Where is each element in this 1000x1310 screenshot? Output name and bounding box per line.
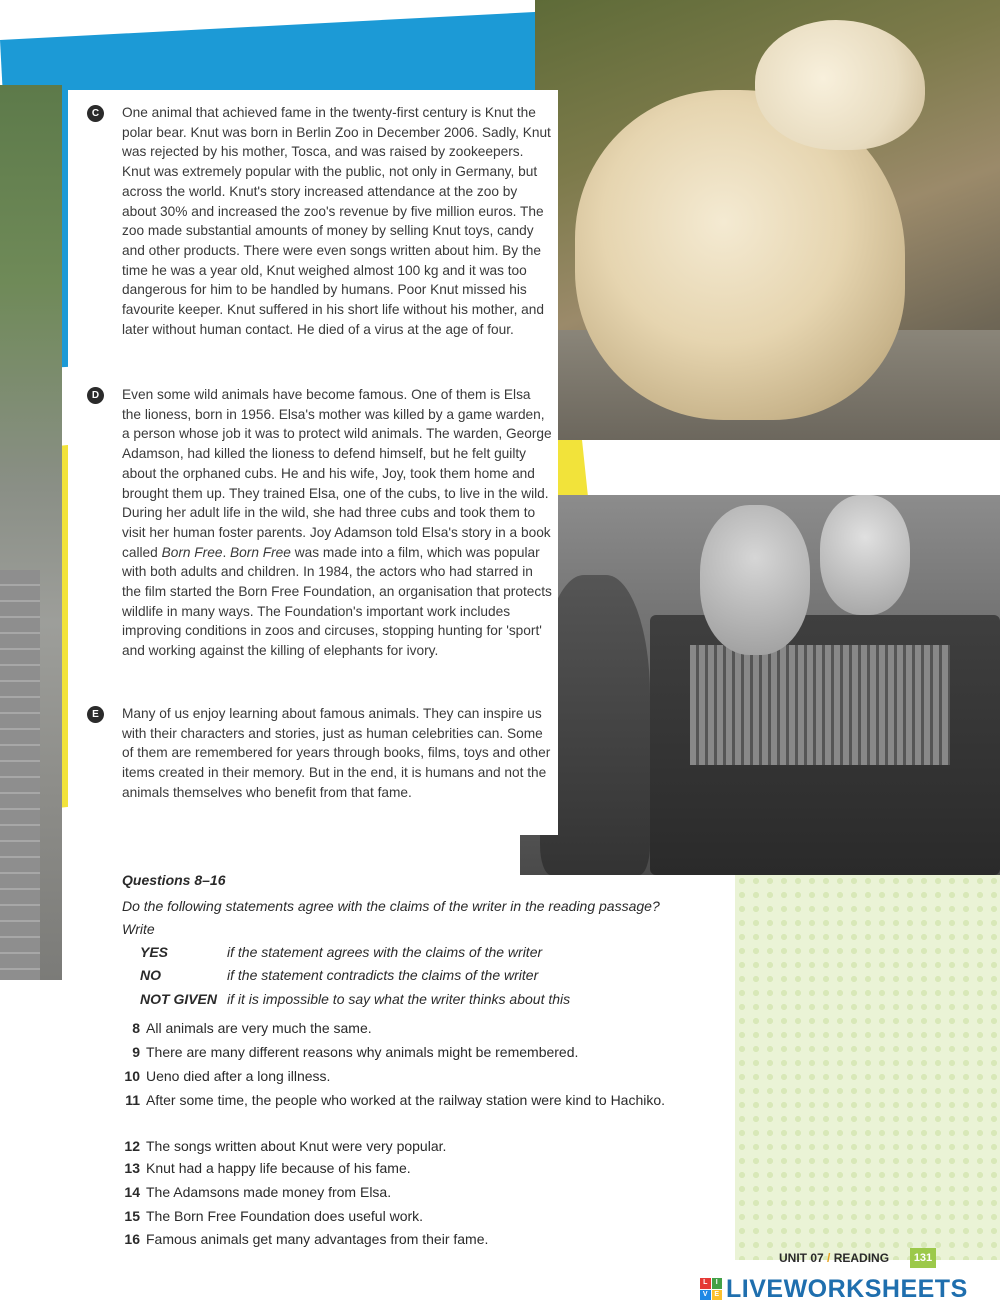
answer-key-label: YES [140, 944, 169, 960]
film-title: Born Free [230, 544, 291, 560]
section-label: READING [833, 1251, 890, 1265]
question-item [112, 1018, 672, 1039]
question-text: Knut had a happy life because of his fame. [146, 1160, 411, 1176]
question-item [112, 1042, 672, 1063]
paragraph-marker-e: E [87, 706, 104, 723]
photo-truck-window [690, 645, 950, 765]
answer-key-not-given [140, 991, 570, 1007]
logo-tile: V [700, 1290, 711, 1301]
question-item [112, 1182, 672, 1203]
answer-key-meaning: if the statement contradicts the claims of the writer [227, 967, 539, 983]
lion-cub-photo [520, 495, 1000, 875]
question-item [112, 1229, 672, 1250]
paragraph-c: One animal that achieved fame in the twenty-first century is Knut the polar bear. Knut was born in Berlin Zoo in December 2006. Sadly, Knut was rejected by his mother, Tosca, and was raised by zookeepers. Knut was extremely popular with the public, not only in Germany, but across the world. Knut's story increased attendance at the zoo by about 30% and increased the zoo's revenue by five million euros. The zoo made substantial amounts of money by selling Knut toys, candy and other products. There were even songs written about him. By the time he was a year old, Knut weighed almost 100 kg and it was too dangerous for him to be handled by humans. Poor Knut missed his favourite keeper. Knut suffered in his short life without his mother, and later without human contact. He died of a virus at the age of four. [122, 105, 551, 337]
question-text: All animals are very much the same. [146, 1020, 372, 1036]
polar-bear-photo [535, 0, 1000, 440]
question-item [112, 1158, 672, 1179]
logo-tile: I [712, 1278, 723, 1289]
paragraph-d-text-c: was made into a film, which was popular with both adults and children. In 1984, the actors who had starred in the film started the Born Free Foundation, an organisation that protects wildlife in many ways. The Foundation's important work includes improving conditions in zoos and circuses, stopping hunting for 'sport' and working against the killing of elephants for ivory. [122, 544, 552, 659]
question-text: Ueno died after a long illness. [146, 1068, 331, 1084]
left-edge-stone-wall [0, 570, 40, 980]
question-number: 10 [124, 1068, 140, 1084]
question-text: The songs written about Knut were very popular. [146, 1138, 447, 1154]
polar-bear-head [755, 20, 925, 150]
book-title: Born Free [161, 544, 223, 560]
question-text: After some time, the people who worked at the railway station were kind to Hachiko. [146, 1092, 666, 1108]
paragraph-d-text-a: Even some wild animals have become famous. One of them is Elsa the lioness, born in 1956. Elsa's mother was killed by a game warden, a person whose job it was to protect wild animals. The warden, George Adamson, had killed the lioness to defend himself, but he felt guilty about the orphaned cubs. He and his wife, Joy, took them home and brought them up. They trained Elsa, one of the cubs, to live in the wild. During her adult life in the wild, she had three cubs and took them to visit her human foster parents. Joy Adamson told Elsa's story in a book called [122, 387, 552, 560]
question-item [112, 1136, 672, 1157]
paragraph-marker-c: C [87, 105, 104, 122]
question-item [112, 1090, 672, 1111]
question-number: 14 [124, 1184, 140, 1200]
answer-key-no [140, 967, 538, 983]
question-text: The Adamsons made money from Elsa. [146, 1184, 392, 1200]
paragraph-d-text-b: . [222, 544, 231, 560]
unit-label: UNIT 07 [779, 1251, 824, 1265]
dotted-background [735, 860, 1000, 1260]
answer-key-meaning: if the statement agrees with the claims of the writer [227, 944, 543, 960]
paragraph-e: Many of us enjoy learning about famous animals. They can inspire us with their characters and stories, just as human celebrities can. Some of them are remembered for years through books, films, toys and other items created in their memory. But in the end, it is humans and not the animals themselves who benefit from that fame. [122, 706, 551, 800]
answer-key-meaning: if it is impossible to say what the writer thinks about this [227, 991, 571, 1007]
instruction-write: Write [122, 921, 155, 937]
question-item [112, 1066, 672, 1087]
questions-heading: Questions 8–16 [122, 872, 226, 888]
question-number: 16 [124, 1231, 140, 1247]
liveworksheets-brand[interactable] [700, 1274, 968, 1304]
liveworksheets-logo-icon [700, 1278, 722, 1300]
question-text: The Born Free Foundation does useful work. [146, 1208, 424, 1224]
question-number: 9 [132, 1044, 140, 1060]
photo-lion-cub [700, 505, 810, 655]
answer-key-label: NOT GIVEN [140, 991, 218, 1007]
page-number-badge: 131 [910, 1248, 936, 1268]
logo-tile: E [712, 1290, 723, 1301]
brand-name: LIVEWORKSHEETS [726, 1274, 968, 1303]
question-text: There are many different reasons why animals might be remembered. [146, 1044, 579, 1060]
logo-tile: L [700, 1278, 711, 1289]
answer-key-yes [140, 944, 542, 960]
footer-slash: / [827, 1251, 831, 1265]
question-number: 11 [125, 1092, 140, 1108]
questions-instruction [122, 895, 722, 941]
question-number: 8 [132, 1020, 140, 1036]
instruction-text: Do the following statements agree with the claims of the writer in the reading passage? [122, 898, 660, 914]
photo-woman [820, 495, 910, 615]
unit-footer [779, 1251, 889, 1265]
answer-key-label: NO [140, 967, 161, 983]
question-item [112, 1206, 672, 1227]
paragraph-marker-d: D [87, 387, 104, 404]
question-text: Famous animals get many advantages from their fame. [146, 1231, 489, 1247]
paragraph-d [122, 385, 552, 661]
question-number: 13 [124, 1160, 140, 1176]
question-number: 15 [124, 1208, 140, 1224]
question-number: 12 [124, 1138, 140, 1154]
